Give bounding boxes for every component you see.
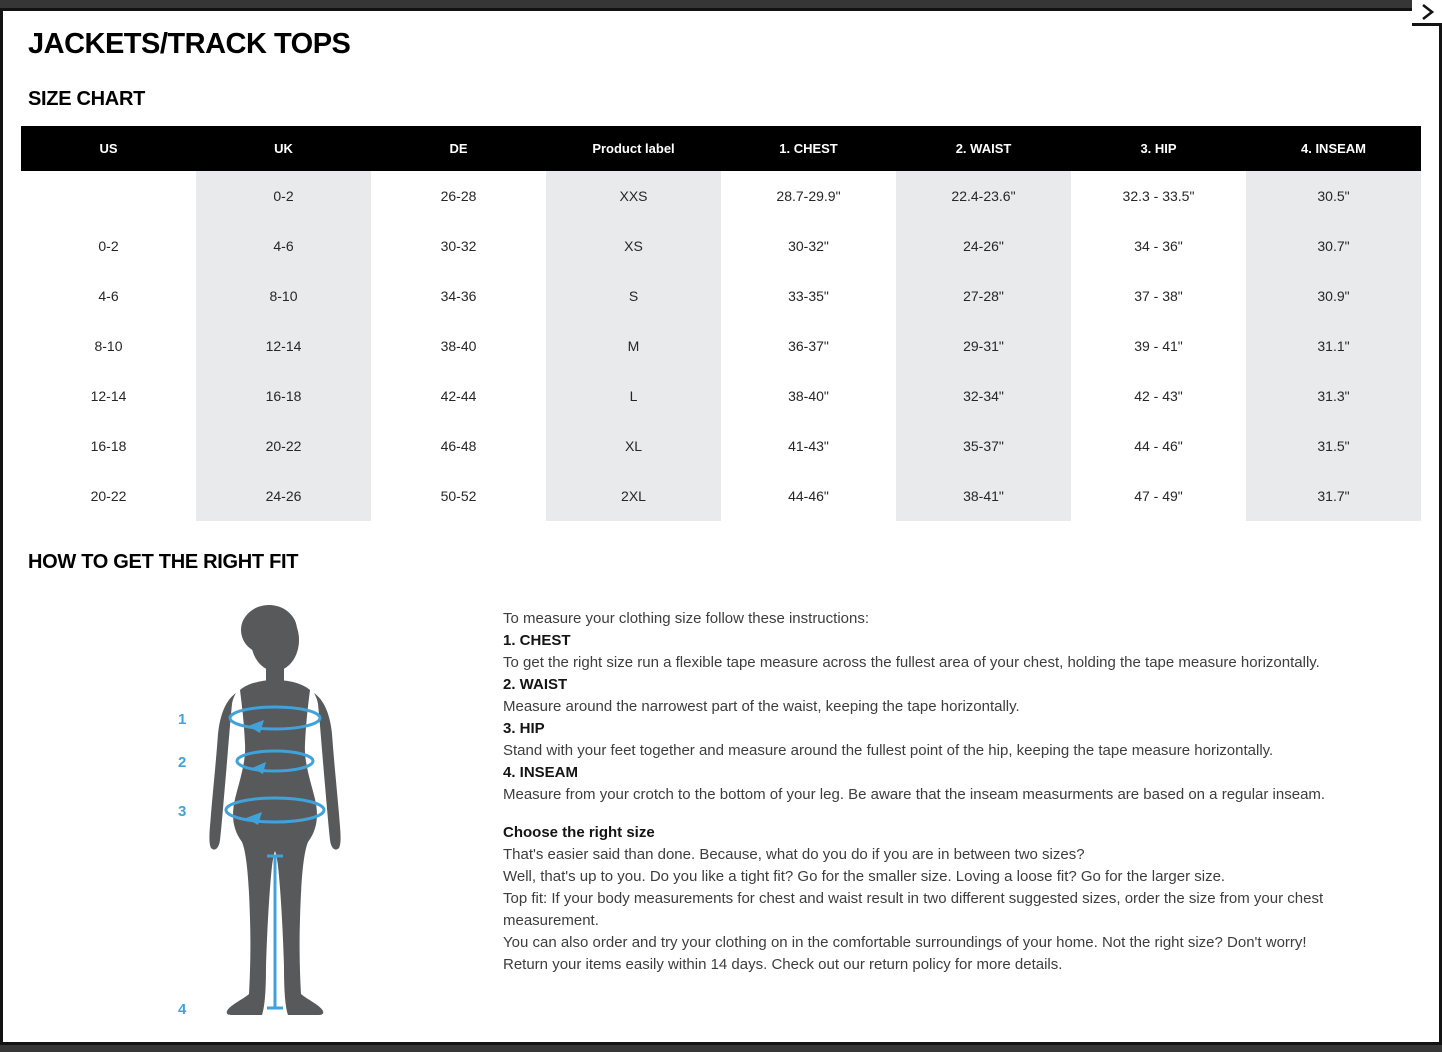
table-cell: 44 - 46" xyxy=(1134,438,1183,454)
fit-instructions xyxy=(503,594,1421,1045)
table-cell: 32.3 - 33.5" xyxy=(1122,188,1195,204)
table-cell: 0-2 xyxy=(98,238,119,254)
label-2-waist: 2 xyxy=(178,754,187,771)
table-cell: 20-22 xyxy=(90,488,127,504)
table-cell: XXS xyxy=(546,171,721,221)
table-cell: M xyxy=(546,321,721,371)
table-cell: 24-26 xyxy=(196,471,371,521)
header-cell: DE xyxy=(449,141,468,156)
step-label: 4. INSEAM xyxy=(503,764,579,781)
measurement-figure xyxy=(21,594,503,1045)
choose-size-line: You can also order and try your clothing on in the comfortable surroundings of your home. Not the right size? Don't worry! xyxy=(503,934,1307,951)
table-cell: 33-35" xyxy=(788,288,829,304)
header-cell: UK xyxy=(274,141,293,156)
table-cell: 30.7" xyxy=(1246,221,1421,271)
table-cell: 30-32" xyxy=(788,238,829,254)
label-3-hip: 3 xyxy=(178,803,187,820)
table-row xyxy=(21,371,1421,421)
label-1-chest: 1 xyxy=(178,711,187,728)
header-cell: US xyxy=(99,141,118,156)
table-cell: 12-14 xyxy=(196,321,371,371)
step-text: Stand with your feet together and measure around the fullest point of the hip, keeping the tape measure horizontally. xyxy=(503,742,1274,759)
table-cell: 44-46" xyxy=(788,488,829,504)
table-cell: 0-2 xyxy=(196,171,371,221)
choose-size-line: That's easier said than done. Because, what do you do if you are in between two sizes? xyxy=(503,846,1085,863)
table-cell: 36-37" xyxy=(788,338,829,354)
size-guide-modal xyxy=(0,8,1442,1045)
table-row xyxy=(21,171,1421,221)
table-cell: 34-36 xyxy=(440,288,477,304)
step-label: 2. WAIST xyxy=(503,676,568,693)
page-title: JACKETS/TRACK TOPS xyxy=(28,28,351,60)
table-cell: 30.5" xyxy=(1246,171,1421,221)
table-cell: 30.9" xyxy=(1246,271,1421,321)
choose-size-heading: Choose the right size xyxy=(503,824,655,841)
fit-guide-heading: HOW TO GET THE RIGHT FIT xyxy=(28,551,299,573)
table-cell: 28.7-29.9" xyxy=(776,188,841,204)
table-cell: 8-10 xyxy=(196,271,371,321)
table-cell: S xyxy=(546,271,721,321)
choose-size-line: Return your items easily within 14 days. Check out our return policy for more details. xyxy=(503,956,1063,973)
header-cell: 4. INSEAM xyxy=(1300,141,1366,156)
table-cell: 38-41" xyxy=(896,471,1071,521)
table-cell: 16-18 xyxy=(90,438,127,454)
table-cell: 42-44 xyxy=(440,388,477,404)
table-cell: 4-6 xyxy=(98,288,119,304)
table-cell: 24-26" xyxy=(896,221,1071,271)
table-cell: 47 - 49" xyxy=(1134,488,1183,504)
table-cell: 8-10 xyxy=(94,338,123,354)
header-cell: 1. CHEST xyxy=(779,141,838,156)
table-row xyxy=(21,321,1421,371)
table-cell: 35-37" xyxy=(896,421,1071,471)
table-cell: 41-43" xyxy=(788,438,829,454)
table-cell: 32-34" xyxy=(896,371,1071,421)
table-row xyxy=(21,221,1421,271)
table-cell: 30-32 xyxy=(440,238,477,254)
header-cell: 2. WAIST xyxy=(955,141,1012,156)
table-cell: XS xyxy=(546,221,721,271)
fit-steps xyxy=(503,630,1381,806)
step-text: To get the right size run a flexible tape measure across the fullest area of your chest, holding the tape measure horizontally. xyxy=(503,654,1320,671)
step-text: Measure from your crotch to the bottom of your leg. Be aware that the inseam measurments are based on a regular inseam. xyxy=(503,786,1326,803)
size-table-header-row xyxy=(21,126,1421,171)
table-cell: 29-31" xyxy=(896,321,1071,371)
size-chart-heading: SIZE CHART xyxy=(28,88,146,110)
table-cell: 38-40 xyxy=(440,338,477,354)
table-cell: 42 - 43" xyxy=(1134,388,1183,404)
chevron-right-icon xyxy=(1419,3,1435,21)
body-silhouette-diagram xyxy=(169,594,381,1044)
table-cell: 46-48 xyxy=(440,438,477,454)
table-row xyxy=(21,271,1421,321)
table-cell: 31.5" xyxy=(1246,421,1421,471)
table-cell: 12-14 xyxy=(90,388,127,404)
next-arrow-button[interactable] xyxy=(1412,0,1442,26)
choose-size-line: Well, that's up to you. Do you like a tight fit? Go for the smaller size. Loving a loose fit? Go for the larger size. xyxy=(503,868,1226,885)
table-cell: 31.7" xyxy=(1246,471,1421,521)
table-cell: 26-28 xyxy=(440,188,477,204)
table-cell: L xyxy=(546,371,721,421)
measurement-number-labels xyxy=(178,711,187,1018)
table-cell: 20-22 xyxy=(196,421,371,471)
step-label: 1. CHEST xyxy=(503,632,571,649)
step-label: 3. HIP xyxy=(503,720,545,737)
table-cell: 39 - 41" xyxy=(1134,338,1183,354)
table-cell: 16-18 xyxy=(196,371,371,421)
table-cell: 37 - 38" xyxy=(1134,288,1183,304)
table-cell: 4-6 xyxy=(196,221,371,271)
table-cell xyxy=(21,171,196,221)
table-row xyxy=(21,421,1421,471)
header-cell: Product label xyxy=(592,141,675,156)
instructions-intro: To measure your clothing size follow these instructions: xyxy=(503,610,870,627)
table-cell: XL xyxy=(546,421,721,471)
table-cell: 50-52 xyxy=(440,488,477,504)
size-chart-table xyxy=(21,126,1421,521)
choose-size-lines xyxy=(503,844,1381,976)
table-cell: 27-28" xyxy=(896,271,1071,321)
measurement-lines xyxy=(226,707,324,1008)
header-cell: 3. HIP xyxy=(1140,141,1177,156)
step-text: Measure around the narrowest part of the waist, keeping the tape horizontally. xyxy=(503,698,1020,715)
table-cell: 31.3" xyxy=(1246,371,1421,421)
table-cell: 31.1" xyxy=(1246,321,1421,371)
table-cell: 22.4-23.6" xyxy=(896,171,1071,221)
table-cell: 34 - 36" xyxy=(1134,238,1183,254)
choose-size-line: Top fit: If your body measurements for chest and waist result in two different suggested sizes, order the size from your chest measurement. xyxy=(503,890,1324,929)
table-cell: 2XL xyxy=(546,471,721,521)
table-cell: 38-40" xyxy=(788,388,829,404)
label-4-inseam: 4 xyxy=(178,1001,187,1018)
table-row xyxy=(21,471,1421,521)
size-table-body xyxy=(21,171,1421,521)
fit-guide-section xyxy=(21,594,1421,1045)
